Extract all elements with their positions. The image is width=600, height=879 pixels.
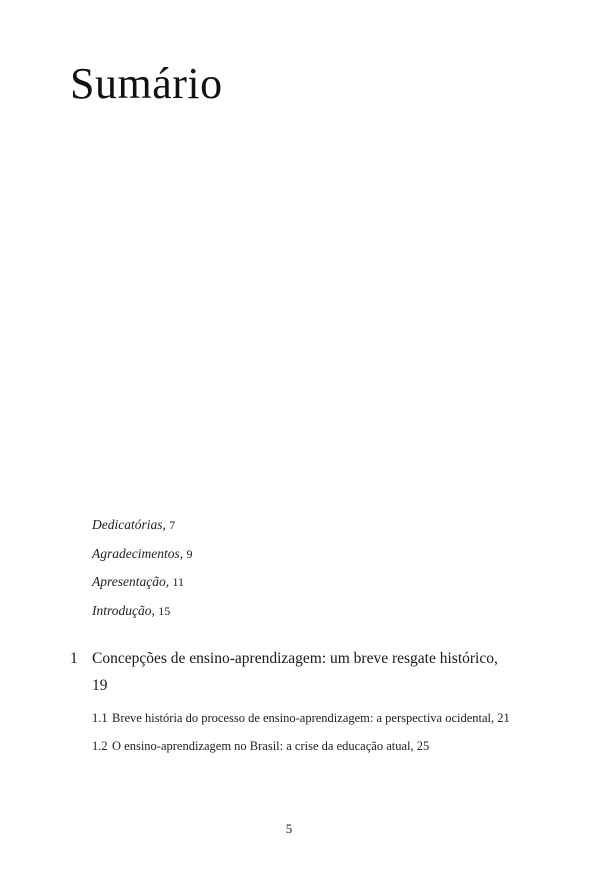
front-matter-list	[92, 515, 192, 629]
page-title: Sumário	[70, 59, 223, 108]
section-title: O ensino-aprendizagem no Brasil: a crise da educação atual, 25	[112, 738, 430, 753]
toc-entry-page: 11	[172, 575, 185, 589]
toc-entry-label: Dedicatórias,	[92, 517, 166, 532]
toc-section-1-1	[92, 705, 510, 733]
toc-entry-dedications	[92, 515, 192, 544]
toc-entry-introduction	[92, 601, 192, 630]
toc-entry-page: 9	[186, 546, 193, 561]
toc-entry-label: Apresentação,	[92, 574, 170, 589]
chapter-title: Concepções de ensino-aprendizagem: um breve resgate histórico, 19	[92, 650, 498, 694]
section-number: 1.1	[92, 711, 108, 725]
section-title: Breve história do processo de ensino-aprendizagem: a perspectiva ocidental, 21	[112, 711, 510, 725]
toc-entry-page: 15	[158, 603, 171, 618]
toc-entry-page: 7	[169, 518, 176, 532]
chapter-number: 1	[70, 650, 78, 667]
toc-chapter-1	[70, 645, 510, 760]
chapter-sections	[70, 705, 510, 760]
toc-entry-acknowledgements	[92, 544, 192, 573]
toc-entry-label: Introdução,	[92, 602, 155, 618]
toc-section-1-2	[92, 733, 510, 761]
page-number: 5	[285, 821, 293, 836]
toc-entry-label: Agradecimentos,	[92, 545, 184, 561]
section-number: 1.2	[92, 738, 108, 753]
chapter-heading	[70, 645, 510, 699]
toc-entry-presentation	[92, 572, 192, 601]
